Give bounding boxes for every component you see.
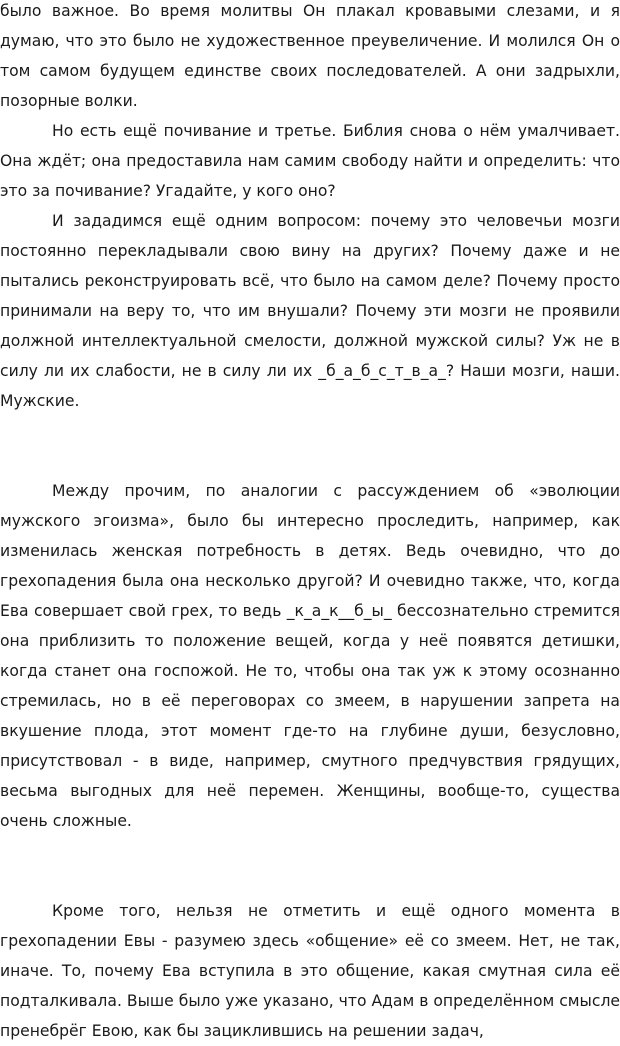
paragraph-continuation: было важное. Во время молитвы Он плакал кровавыми слезами, и я думаю, что это было не художественное преувеличение. И молился Он о том самом будущем единстве своих последователей. А они задрыхли, позорные волки. (0, 2, 620, 110)
paragraph-gap (0, 836, 620, 896)
paragraph-third-rest: Но есть ещё почивание и третье. Библия снова о нём умалчивает. Она ждёт; она предоставила нам самим свободу найти и определить: что это за почивание? Угадайте, у кого оно? (0, 122, 620, 200)
paragraph-eve-serpent: Кроме того, нельзя не отметить и ещё одного момента в грехопадении Евы - разумею здесь «общение» её со змеем. Нет, не так, иначе. То, почему Ева вступила в это общение, какая смутная сила её подталкивала. Выше было уже указано, что Адам в определённом смысле пренебрёг Евою, как бы зациклившись на решении задач, (0, 902, 620, 1040)
paragraph-female-need: Между прочим, по аналогии с рассуждением об «эволюции мужского эгоизма», было бы интересно проследить, например, как изменилась женская потребность в детях. Ведь очевидно, что до грехопадения была она несколько другой? И очевидно также, что, когда Ева совершает свой грех, то ведь _к_а_к__б_ы_ бессознательно стремится она приблизить то положение вещей, когда у неё появятся детишки, когда станет она госпожой. Не то, чтобы она так уж к этому осознанно стремилась, но в её переговорах со змеем, в нарушении запрета на вкушение плода, этот момент где-то на глубине души, безусловно, присутствовал - в виде, например, смутного предчувствия грядущих, весьма выгодных для неё перемен. Женщины, вообще-то, существа очень сложные. (0, 482, 620, 830)
paragraph-question-minds: И зададимся ещё одним вопросом: почему это человечьи мозги постоянно перекладывали свою вину на других? Почему даже и не пытались реконструировать всё, что было на самом деле? Почему просто принимали на веру то, что им внушали? Почему эти мозги не проявили должной интеллектуальной смелости, должной мужской силы? Уж не в силу ли их слабости, не в силу ли их _б_а_б_с_т_в_а_? Наши мозги, наши. Мужские. (0, 212, 620, 410)
paragraph-gap (0, 416, 620, 476)
